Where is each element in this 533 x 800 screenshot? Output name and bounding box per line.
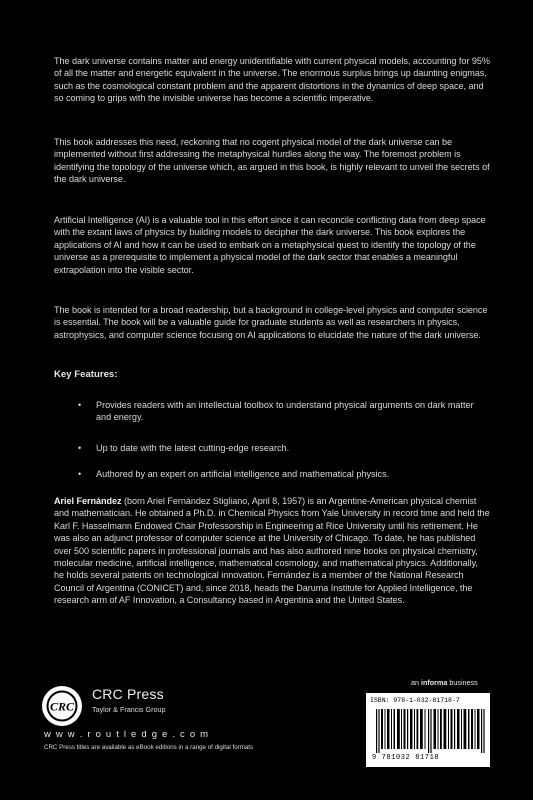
bullet-icon: •	[78, 400, 82, 410]
publisher-group: Taylor & Francis Group	[92, 705, 166, 714]
bullet-icon: •	[78, 443, 82, 453]
key-features-heading: Key Features:	[54, 369, 118, 380]
key-feature-item	[54, 468, 490, 480]
key-feature-text: Authored by an expert on artificial intelligence and mathematical physics.	[96, 469, 390, 479]
description-paragraph-4: The book is intended for a broad readership, but a background in college-level physics and computer science is essential. The book will be a valuable guide for graduate students as well as researchers in physics, astrophysics, and computer science focusing on AI applications to elucidate the nature of the dark universe.	[54, 305, 488, 340]
crc-logo-icon	[40, 684, 84, 728]
author-bio-text: (born Ariel Fernández Stigliano, April 8, 1957) is an Argentine-American physical chemist and mathematician. He obtained a Ph.D. in Chemical Physics from Yale University in record time and held the Karl F. Hasselmann Endowed Chair Professorship in Engineering at Rice University until his retirement. He was also an adjunct professor of computer science at the University of Chicago. To date, he has published over 500 scientific papers in professional journals and has also authored nine books on physical chemistry, molecular medicine, artificial intelligence, mathematical cosmology, and mathematical physics. Additionally, he holds several patents on technological innovation. Fernández is a member of the National Research Council of Argentina (CONICET) and, since 2018, heads the Daruma Institute for Applied Intelligence, the research arm of AF Innovation, a Consultancy based in Argentina and the United States.	[54, 496, 490, 606]
publisher-name: CRC Press	[92, 686, 164, 702]
key-feature-text: Provides readers with an intellectual toolbox to understand physical arguments on dark matter and energy.	[96, 400, 474, 423]
informa-business-tagline: an informa business	[411, 678, 478, 687]
ebook-note: CRC Press titles are available as eBook editions in a range of digital formats	[44, 744, 254, 751]
key-feature-item	[54, 442, 490, 454]
crc-logo-text: CRC	[49, 699, 75, 714]
bullet-icon: •	[78, 469, 82, 479]
author-name: Ariel Fernández	[54, 496, 122, 506]
key-feature-item	[54, 399, 490, 424]
key-feature-text: Up to date with the latest cutting-edge research.	[96, 443, 290, 453]
barcode-icon	[376, 709, 486, 753]
barcode-digits: 9 781032 81718	[372, 754, 440, 762]
author-bio	[54, 495, 490, 607]
isbn-label: ISBN: 978-1-032-81718-7	[370, 697, 460, 704]
informa-brand: informa	[421, 678, 448, 687]
description-paragraph-3: Artificial Intelligence (AI) is a valuable tool in this effort since it can reconcile conflicting data from deep space with the extant laws of physics by building models to decipher the dark universe. This book explores the applications of AI and how it can be used to embark on a metaphysical quest to identify the topology of the universe as a prerequisite to implement a physical model of the dark sector that enables a meaningful extrapolation into the visible sector.	[54, 215, 486, 275]
description-paragraph-1: The dark universe contains matter and energy unidentifiable with current physical models, accounting for 95% of all the matter and energetic equivalent in the universe. The enormous surplus brings up daunting enigmas, such as the cosmological constant problem and the apparent distortions in the dynamics of deep space, and so coming to grips with the invisible universe has become a scientific imperative.	[54, 56, 490, 104]
publisher-url: w w w . r o u t l e d g e . c o m	[44, 729, 210, 740]
description-paragraph-2: This book addresses this need, reckoning that no cogent physical model of the dark universe can be implemented without first addressing the metaphysical hurdles along the way. The foremost problem is identifying the topology of the universe which, as argued in this book, is highly relevant to unveil the secrets of the dark universe.	[54, 137, 490, 185]
